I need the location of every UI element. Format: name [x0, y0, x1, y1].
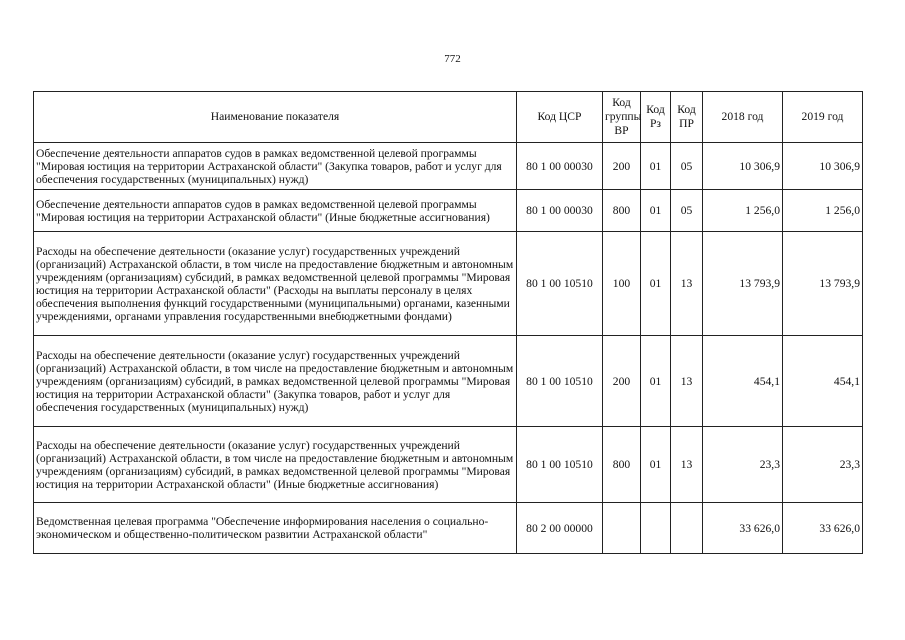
row-csr-code: 80 1 00 00030	[517, 143, 603, 190]
table-header-row	[34, 92, 863, 143]
row-amount-2018: 33 626,0	[703, 503, 783, 554]
row-amount-2018: 10 306,9	[703, 143, 783, 190]
header-rz-code: Код Рз	[641, 92, 671, 143]
row-vr-code: 800	[603, 190, 641, 232]
row-rz-code	[641, 503, 671, 554]
header-year-2018: 2018 год	[703, 92, 783, 143]
header-name: Наименование показателя	[34, 92, 517, 143]
table-row	[34, 232, 863, 336]
table-row	[34, 336, 863, 427]
row-amount-2019: 13 793,9	[783, 232, 863, 336]
row-csr-code: 80 1 00 10510	[517, 232, 603, 336]
row-vr-code: 200	[603, 143, 641, 190]
row-amount-2018: 454,1	[703, 336, 783, 427]
row-name: Расходы на обеспечение деятельности (оказание услуг) государственных учреждений (организаций) Астраханской области, в том числе на предоставление бюджетным и автономным учреждениям (организациям) субсидий, в рамках ведомственной целевой программы "Мировая юстиция на территории Астраханской области" (Закупка товаров, работ и услуг для обеспечения государственных (муниципальных) нужд)	[34, 336, 517, 427]
row-amount-2019: 23,3	[783, 427, 863, 503]
row-name: Обеспечение деятельности аппаратов судов в рамках ведомственной целевой программы "Мировая юстиция на территории Астраханской области" (Иные бюджетные ассигнования)	[34, 190, 517, 232]
row-csr-code: 80 1 00 10510	[517, 336, 603, 427]
header-csr-code: Код ЦСР	[517, 92, 603, 143]
table-row	[34, 190, 863, 232]
table-row	[34, 503, 863, 554]
row-rz-code: 01	[641, 336, 671, 427]
row-rz-code: 01	[641, 232, 671, 336]
page-number: 772	[444, 53, 461, 65]
row-csr-code: 80 2 00 00000	[517, 503, 603, 554]
row-pr-code	[671, 503, 703, 554]
row-amount-2019: 1 256,0	[783, 190, 863, 232]
row-amount-2018: 23,3	[703, 427, 783, 503]
row-pr-code: 13	[671, 336, 703, 427]
row-pr-code: 05	[671, 143, 703, 190]
row-pr-code: 13	[671, 427, 703, 503]
header-year-2019: 2019 год	[783, 92, 863, 143]
row-vr-code: 800	[603, 427, 641, 503]
header-pr-code: Код ПР	[671, 92, 703, 143]
table-row	[34, 143, 863, 190]
row-amount-2018: 1 256,0	[703, 190, 783, 232]
row-vr-code	[603, 503, 641, 554]
row-amount-2019: 454,1	[783, 336, 863, 427]
row-amount-2018: 13 793,9	[703, 232, 783, 336]
row-csr-code: 80 1 00 00030	[517, 190, 603, 232]
row-amount-2019: 33 626,0	[783, 503, 863, 554]
row-name: Ведомственная целевая программа "Обеспечение информирования населения о социально-экономическом и общественно-политическом развитии Астраханской области"	[34, 503, 517, 554]
row-name: Обеспечение деятельности аппаратов судов в рамках ведомственной целевой программы "Мировая юстиция на территории Астраханской области" (Закупка товаров, работ и услуг для обеспечения государственных (муниципальных) нужд)	[34, 143, 517, 190]
row-csr-code: 80 1 00 10510	[517, 427, 603, 503]
table-row	[34, 427, 863, 503]
row-amount-2019: 10 306,9	[783, 143, 863, 190]
row-vr-code: 200	[603, 336, 641, 427]
row-rz-code: 01	[641, 427, 671, 503]
row-pr-code: 13	[671, 232, 703, 336]
budget-table	[33, 91, 863, 554]
row-vr-code: 100	[603, 232, 641, 336]
row-rz-code: 01	[641, 190, 671, 232]
row-rz-code: 01	[641, 143, 671, 190]
header-vr-code: Код группы ВР	[603, 92, 641, 143]
row-pr-code: 05	[671, 190, 703, 232]
row-name: Расходы на обеспечение деятельности (оказание услуг) государственных учреждений (организаций) Астраханской области, в том числе на предоставление бюджетным и автономным учреждениям (организациям) субсидий, в рамках ведомственной целевой программы "Мировая юстиция на территории Астраханской области" (Расходы на выплаты персоналу в целях обеспечения выполнения функций государственными (муниципальными) органами, казенными учреждениями, органами управления государственными внебюджетными фондами)	[34, 232, 517, 336]
row-name: Расходы на обеспечение деятельности (оказание услуг) государственных учреждений (организаций) Астраханской области, в том числе на предоставление бюджетным и автономным учреждениям (организациям) субсидий, в рамках ведомственной целевой программы "Мировая юстиция на территории Астраханской области" (Иные бюджетные ассигнования)	[34, 427, 517, 503]
